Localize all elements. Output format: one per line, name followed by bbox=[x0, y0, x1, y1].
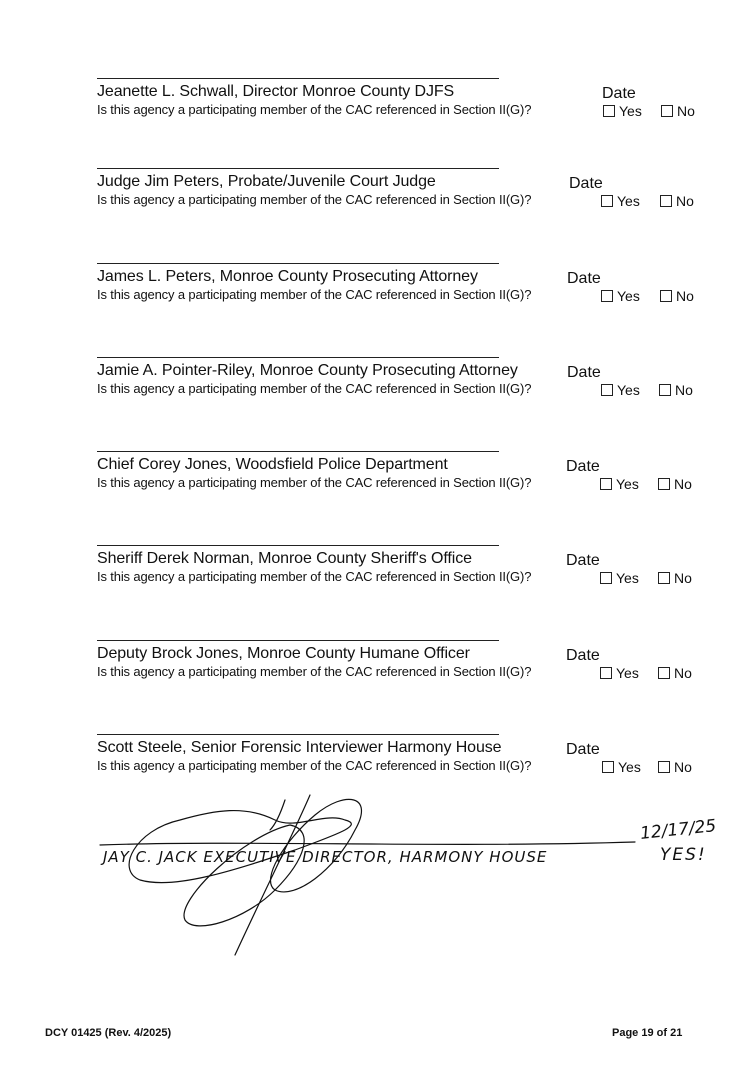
signature-line bbox=[97, 168, 499, 169]
signatory-name: James L. Peters, Monroe County Prosecuting Attorney bbox=[97, 268, 478, 285]
signatory-name: Deputy Brock Jones, Monroe County Humane Officer bbox=[97, 645, 470, 662]
checkbox-icon bbox=[600, 667, 612, 679]
no-checkbox[interactable]: No bbox=[660, 193, 694, 209]
signatory-name: Jamie A. Pointer-Riley, Monroe County Prosecuting Attorney bbox=[97, 362, 518, 379]
handwritten-answer: YES! bbox=[660, 845, 707, 865]
yes-checkbox[interactable]: Yes bbox=[601, 382, 640, 398]
checkbox-icon bbox=[658, 572, 670, 584]
signature-scribble-icon bbox=[95, 790, 752, 970]
signature-line bbox=[97, 640, 499, 641]
yes-checkbox[interactable]: Yes bbox=[602, 759, 641, 775]
membership-question: Is this agency a participating member of the CAC referenced in Section II(G)? bbox=[97, 758, 532, 773]
signatory-name: Judge Jim Peters, Probate/Juvenile Court Judge bbox=[97, 173, 436, 190]
membership-question: Is this agency a participating member of the CAC referenced in Section II(G)? bbox=[97, 192, 532, 207]
checkbox-icon bbox=[661, 105, 673, 117]
no-checkbox[interactable]: No bbox=[659, 382, 693, 398]
form-id: DCY 01425 (Rev. 4/2025) bbox=[45, 1027, 172, 1039]
date-label: Date bbox=[566, 647, 600, 664]
checkbox-icon bbox=[603, 105, 615, 117]
yes-checkbox[interactable]: Yes bbox=[601, 193, 640, 209]
signature-line bbox=[97, 78, 499, 79]
checkbox-icon bbox=[602, 761, 614, 773]
signature-line bbox=[97, 263, 499, 264]
no-checkbox[interactable]: No bbox=[658, 570, 692, 586]
signature-line bbox=[97, 357, 499, 358]
date-label: Date bbox=[566, 741, 600, 758]
no-checkbox[interactable]: No bbox=[660, 288, 694, 304]
signature-line bbox=[97, 734, 499, 735]
signatory-name: Jeanette L. Schwall, Director Monroe County DJFS bbox=[97, 83, 455, 100]
handwritten-date: 12/17/25 bbox=[639, 816, 718, 844]
checkbox-icon bbox=[658, 667, 670, 679]
date-label: Date bbox=[569, 175, 603, 192]
no-checkbox[interactable]: No bbox=[658, 476, 692, 492]
handwritten-printed-name: JAY C. JACK EXECUTIVE DIRECTOR, HARMONY HOUSE bbox=[103, 848, 548, 866]
checkbox-icon bbox=[601, 384, 613, 396]
signatory-name: Sheriff Derek Norman, Monroe County Sheriff's Office bbox=[97, 550, 472, 567]
membership-question: Is this agency a participating member of the CAC referenced in Section II(G)? bbox=[97, 475, 532, 490]
membership-question: Is this agency a participating member of the CAC referenced in Section II(G)? bbox=[97, 569, 532, 584]
date-label: Date bbox=[566, 552, 600, 569]
checkbox-icon bbox=[659, 384, 671, 396]
membership-question: Is this agency a participating member of the CAC referenced in Section II(G)? bbox=[97, 381, 532, 396]
membership-question: Is this agency a participating member of the CAC referenced in Section II(G)? bbox=[97, 287, 532, 302]
membership-question: Is this agency a participating member of the CAC referenced in Section II(G)? bbox=[97, 664, 532, 679]
checkbox-icon bbox=[660, 290, 672, 302]
yes-checkbox[interactable]: Yes bbox=[600, 665, 639, 681]
date-label: Date bbox=[566, 458, 600, 475]
checkbox-icon bbox=[601, 195, 613, 207]
yes-checkbox[interactable]: Yes bbox=[600, 570, 639, 586]
signature-line bbox=[97, 451, 499, 452]
no-checkbox[interactable]: No bbox=[658, 665, 692, 681]
yes-checkbox[interactable]: Yes bbox=[603, 103, 642, 119]
no-checkbox[interactable]: No bbox=[658, 759, 692, 775]
checkbox-icon bbox=[658, 478, 670, 490]
checkbox-icon bbox=[601, 290, 613, 302]
no-checkbox[interactable]: No bbox=[661, 103, 695, 119]
yes-checkbox[interactable]: Yes bbox=[600, 476, 639, 492]
yes-checkbox[interactable]: Yes bbox=[601, 288, 640, 304]
date-label: Date bbox=[602, 85, 636, 102]
date-label: Date bbox=[567, 270, 601, 287]
membership-question: Is this agency a participating member of the CAC referenced in Section II(G)? bbox=[97, 102, 532, 117]
handwritten-signature-area bbox=[95, 790, 752, 970]
checkbox-icon bbox=[658, 761, 670, 773]
checkbox-icon bbox=[600, 572, 612, 584]
date-label: Date bbox=[567, 364, 601, 381]
checkbox-icon bbox=[600, 478, 612, 490]
signatory-name: Chief Corey Jones, Woodsfield Police Department bbox=[97, 456, 448, 473]
checkbox-icon bbox=[660, 195, 672, 207]
signature-line bbox=[97, 545, 499, 546]
page-number: Page 19 of 21 bbox=[612, 1027, 683, 1039]
signatory-name: Scott Steele, Senior Forensic Interviewer Harmony House bbox=[97, 739, 502, 756]
